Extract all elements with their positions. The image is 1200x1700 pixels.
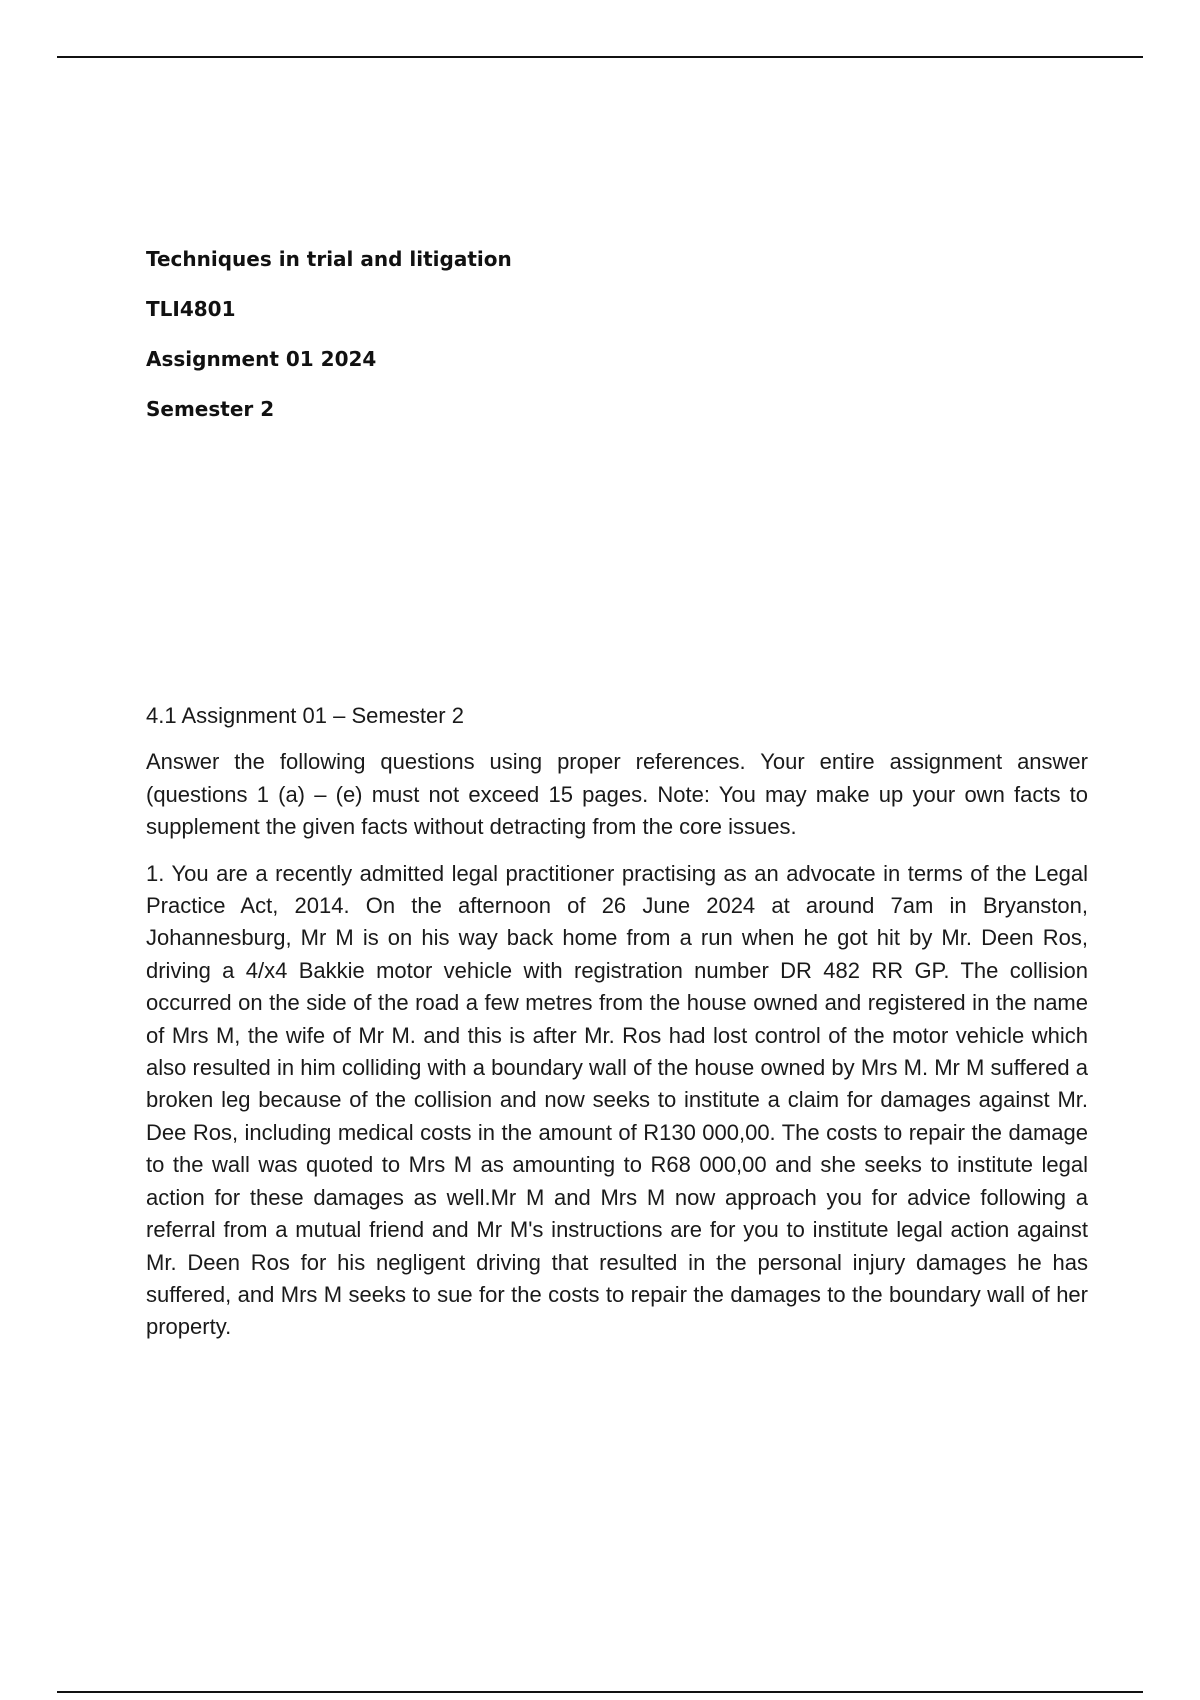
course-code: TLI4801 — [146, 297, 236, 321]
question-1-paragraph: 1. You are a recently admitted legal practitioner practising as an advocate in terms of the Legal Practice Act, 2014. On the afternoon of 26 June 2024 at around 7am in Bryanston, Johannesburg, Mr M is on his way back home from a run when he got hit by Mr. Deen Ros, driving a 4/x4 Bakkie motor vehicle with registration number DR 482 RR GP. The collision occurred on the side of the road a few metres from the house owned and registered in the name of Mrs M, the wife of Mr M. and this is after Mr. Ros had lost control of the motor vehicle which also resulted in him colliding with a boundary wall of the house owned by Mrs M. Mr M suffered a broken leg because of the collision and now seeks to institute a claim for damages against Mr. Dee Ros, including medical costs in the amount of R130 000,00. The costs to repair the damage to the wall was quoted to Mrs M as amounting to R68 000,00 and she seeks to institute legal action for these damages as well.Mr M and Mrs M now approach you for advice following a referral from a mutual friend and Mr M's instructions are for you to institute legal action against Mr. Deen Ros for his negligent driving that resulted in the personal injury damages he has suffered, and Mrs M seeks to sue for the costs to repair the damages to the boundary wall of her property. — [146, 860, 1088, 1340]
assignment-body — [146, 700, 1088, 1358]
semester-label: Semester 2 — [146, 397, 275, 421]
cover-block — [146, 246, 846, 446]
instructions-paragraph: Answer the following questions using proper references. Your entire assignment answer (questions 1 (a) – (e) must not exceed 15 pages. Note: You may make up your own facts to supplement the given facts without detracting from the core issues. — [146, 749, 1088, 840]
bottom-rule — [57, 1691, 1143, 1693]
course-title: Techniques in trial and litigation — [146, 247, 512, 271]
section-heading: 4.1 Assignment 01 – Semester 2 — [146, 703, 464, 728]
assignment-label: Assignment 01 2024 — [146, 347, 377, 371]
top-rule — [57, 56, 1143, 58]
